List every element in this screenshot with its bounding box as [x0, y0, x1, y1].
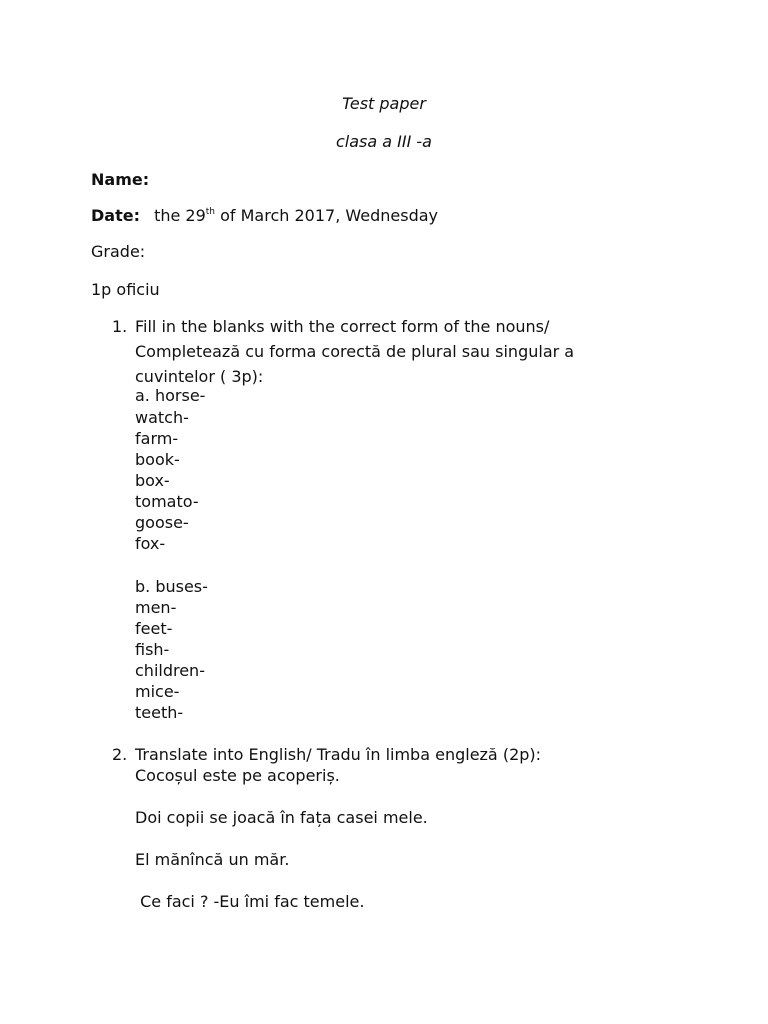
list-item: farm-	[135, 429, 179, 448]
list-item: children-	[135, 661, 205, 680]
date-rest: of March 2017, Wednesday	[215, 206, 438, 225]
date-line	[91, 205, 438, 226]
exercise-1-instruction-line-1: Fill in the blanks with the correct form of the nouns/	[135, 317, 550, 336]
list-item: b. buses-	[135, 577, 208, 596]
translation-sentence: Doi copii se joacă în fața casei mele.	[135, 808, 428, 827]
list-item: mice-	[135, 682, 180, 701]
exercise-2-number: 2.	[112, 745, 128, 764]
list-item: men-	[135, 598, 177, 617]
grade-label: Grade:	[91, 242, 146, 261]
list-item: a. horse-	[135, 386, 206, 405]
page-title: Test paper	[342, 94, 426, 113]
list-item: watch-	[135, 408, 189, 427]
list-item: feet-	[135, 619, 173, 638]
exercise-1-instruction-line-2: Completează cu forma corectă de plural sau singular a	[135, 342, 575, 361]
translation-sentence: Ce faci ? -Eu îmi fac temele.	[135, 892, 365, 911]
list-item: goose-	[135, 513, 189, 532]
class-subtitle: clasa a III -a	[336, 132, 432, 151]
translation-sentence: Cocoșul este pe acoperiș.	[135, 766, 340, 785]
oficiu-points: 1p oficiu	[91, 280, 160, 299]
exercise-1-number: 1.	[112, 317, 128, 336]
list-item: teeth-	[135, 703, 184, 722]
list-item: box-	[135, 471, 170, 490]
list-item: fox-	[135, 534, 166, 553]
date-label: Date:	[91, 206, 140, 225]
date-ordinal: th	[205, 206, 216, 217]
exercise-1-instruction-line-3: cuvintelor ( 3p):	[135, 367, 264, 386]
list-item: tomato-	[135, 492, 199, 511]
translation-sentence: El mănîncă un măr.	[135, 850, 290, 869]
name-label: Name:	[91, 170, 150, 189]
list-item: book-	[135, 450, 180, 469]
exercise-2-instruction: Translate into English/ Tradu în limba engleză (2p):	[135, 745, 542, 764]
list-item: fish-	[135, 640, 170, 659]
date-day: the 29	[154, 206, 206, 225]
